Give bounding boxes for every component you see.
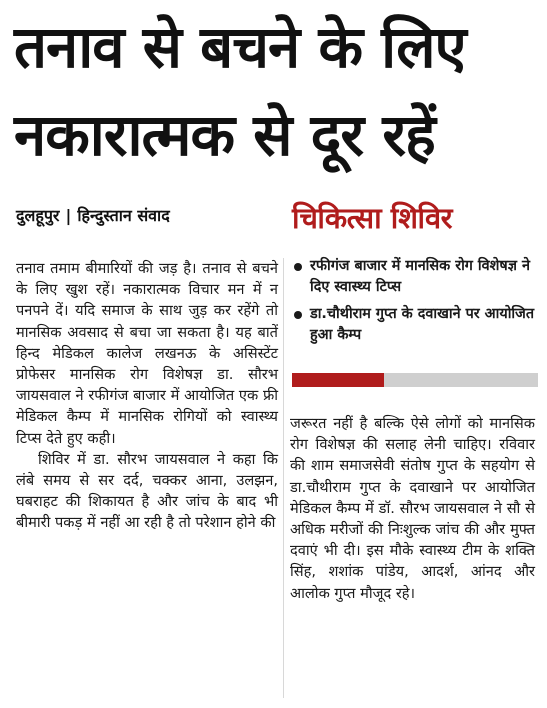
byline-location: दुलहूपुर <box>16 206 60 225</box>
byline <box>16 204 170 226</box>
accent-bar-grey <box>384 373 538 387</box>
highlight-text: रफीगंज बाजार में मानसिक रोग विशेषज्ञ ने दिए स्वास्थ्य टिप्स <box>310 258 530 295</box>
accent-bar-red <box>292 373 384 387</box>
bullet-icon <box>294 311 302 319</box>
article-paragraph: तनाव तमाम बीमारियों की जड़ है। तनाव से बचने के लिए खुश रहें। नकारात्मक विचार मन में न पनपने दें। यदि समाज के साथ जुड़ कर रहेंगे तो मानसिक अवसाद से बचा जा सकता है। यह बातें हिन्द मेडिकल कालेज लखनऊ के असिस्टेंट प्रोफेसर मानसिक रोग विशेषज्ञ डा. सौरभ जायसवाल ने रफीगंज बाजार में आयोजित एक फ्री मेडिकल कैम्प में मानसिक रोगियों को स्वास्थ्य टिप्स देते हुए कही। <box>16 260 278 447</box>
byline-source: हिन्दुस्तान संवाद <box>77 206 170 225</box>
article-paragraph: शिविर में डा. सौरभ जायसवाल ने कहा कि लंबे समय से सर दर्द, चक्कर आना, उलझन, घबराहट की शिकायत है और जांच के बाद भी बीमारी पकड़ में नहीं आ रही है तो परेशान होने की <box>16 450 278 532</box>
bullet-icon <box>294 263 302 271</box>
highlight-item <box>292 304 537 346</box>
highlights-list <box>292 256 537 352</box>
article-paragraph: जरूरत नहीं है बल्कि ऐसे लोगों को मानसिक रोग विशेषज्ञ की सलाह लेनी चाहिए। रविवार की शाम समाजसेवी संतोष गुप्त के सहयोग से डा.चौथीराम गुप्त के दवाखाने पर आयोजित मेडिकल कैम्प में डॉ. सौरभ जायसवाल ने सौ से अधिक मरीजों की निःशुल्क जांच की और मुफ्त दवाएं भी दी। इस मौके स्वास्थ्य टीम के शक्ति सिंह, शशांक पांडेय, आदर्श, आंनद और आलोक गुप्त मौजूद रहे। <box>290 415 535 602</box>
column-divider <box>283 258 284 698</box>
byline-separator: | <box>65 206 72 225</box>
section-label: चिकित्सा शिविर <box>292 201 452 235</box>
article-column-right <box>290 413 535 604</box>
article-column-left <box>16 258 278 534</box>
accent-bar <box>292 373 538 387</box>
headline-line-1: तनाव से बचने के लिए <box>14 13 466 81</box>
headline-line-2: नकारात्मक से दूर रहें <box>14 101 435 169</box>
highlight-text: डा.चौथीराम गुप्त के दवाखाने पर आयोजित हुआ कैम्प <box>310 306 535 343</box>
highlight-item <box>292 256 537 298</box>
